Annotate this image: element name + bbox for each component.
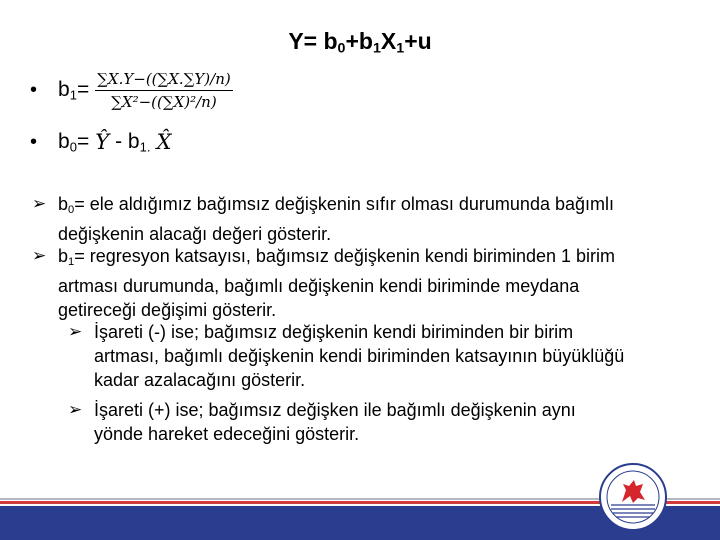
x-hat: X̂: [156, 130, 172, 155]
label-sub: 1: [69, 87, 77, 103]
item-text: İşareti (+) ise; bağımsız değişken ile bağımlı değişkenin aynı yönde hareket edeceğini gösterir.: [94, 400, 576, 444]
list-item: [32, 192, 692, 246]
item-label-sub: 0: [68, 203, 75, 216]
item-text: [58, 192, 614, 246]
title-part: +b: [345, 28, 373, 54]
title-sub: 0: [337, 40, 346, 57]
item-body: = regresyon katsayısı, bağımsız değişkenin kendi biriminden 1 birim artması durumunda, bağımlı değişkenin kendi biriminde meydana getireceği değişimi gösterir.: [58, 246, 615, 320]
slide-title: [0, 28, 720, 57]
title-part: X: [380, 28, 397, 54]
label-sub: 0: [69, 139, 77, 155]
title-sub: 1: [396, 40, 405, 57]
equals-sign: =: [76, 130, 90, 153]
minus-b-text: - b: [115, 130, 140, 153]
arrow-bullet-icon: ➢: [32, 246, 47, 265]
item-label-sub: 1: [68, 255, 75, 268]
minus-b1: [115, 130, 150, 154]
title-sub: 1: [372, 40, 381, 57]
item-text: İşareti (-) ise; bağımsız değişkenin kendi biriminden bir birim artması, bağımlı değişkenin kendi biriminden katsayının büyüklüğü kadar azalacağını gösterir.: [94, 322, 625, 390]
item-body: = ele aldığımız bağımsız değişkenin sıfır olması durumunda bağımlı değişkenin alacağı değeri gösterir.: [58, 194, 614, 244]
b1-fraction: [95, 70, 233, 111]
label-text: b: [58, 130, 70, 153]
list-item: [68, 398, 698, 446]
item-text: [58, 244, 615, 322]
item-label: b: [58, 246, 69, 266]
title-part: +u: [404, 28, 432, 54]
university-logo-icon: [598, 462, 668, 532]
list-item: [32, 244, 692, 322]
b1-label: [58, 78, 89, 102]
arrow-bullet-icon: ➢: [32, 194, 47, 213]
item-label: b: [58, 194, 69, 214]
b0-formula: [30, 130, 177, 154]
bullet-icon: •: [30, 79, 38, 101]
y-hat: Ŷ: [95, 130, 110, 155]
arrow-bullet-icon: ➢: [68, 322, 83, 341]
label-text: b: [58, 78, 70, 102]
b0-label: [58, 130, 89, 154]
fraction-denominator: ∑X²−((∑X)²/n): [111, 93, 217, 111]
title-part: Y= b: [288, 28, 338, 54]
b1-formula: [30, 70, 233, 111]
equals-sign: =: [76, 78, 90, 102]
bullet-icon: •: [30, 130, 38, 153]
minus-b-sub: 1.: [139, 139, 151, 155]
fraction-numerator: ∑X.Y−((∑X.∑Y)/n): [95, 70, 233, 91]
arrow-bullet-icon: ➢: [68, 400, 83, 419]
list-item: [68, 320, 698, 392]
